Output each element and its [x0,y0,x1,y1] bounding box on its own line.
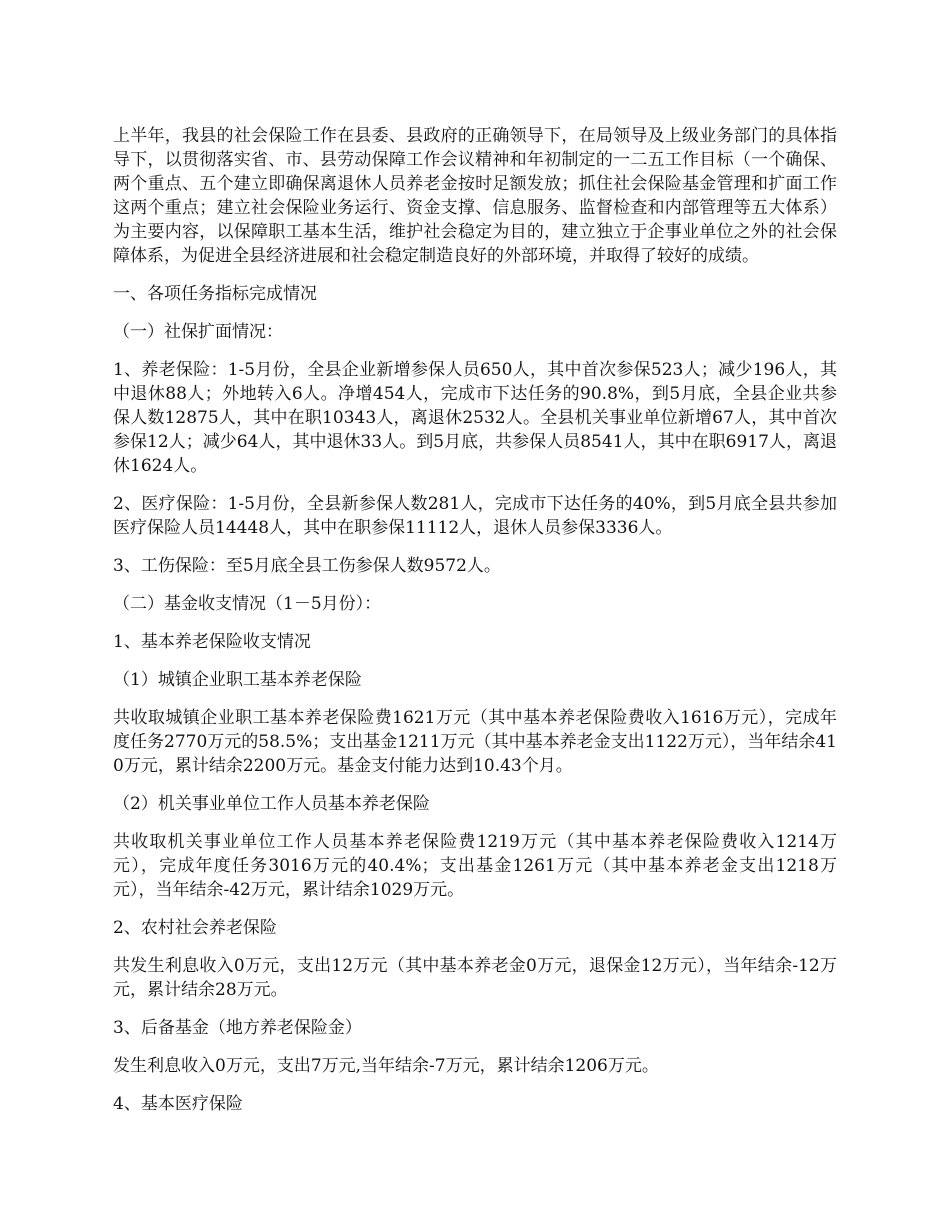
medical-insurance-paragraph: 2、医疗保险：1-5月份，全县新参保人数281人，完成市下达任务的40%，到5月底全县共参加医疗保险人员14448人，其中在职参保11112人，退休人员参保3336人。 [113,494,837,538]
heading-basic-pension: 1、基本养老保险收支情况 [113,632,311,652]
heading-institution-pension: （2）机关事业单位工作人员基本养老保险 [113,794,430,814]
intro-paragraph: 上半年，我县的社会保险工作在县委、县政府的正确领导下，在局领导及上级业务部门的具体指导下，以贯彻落实省、市、县劳动保障工作会议精神和年初制定的一二五工作目标（一个确保、两个重点、五个建立即确保离退休人员养老金按时足额发放；抓住社会保险基金管理和扩面工作这两个重点；建立社会保险业务运行、资金支撑、信息服务、监督检查和内部管理等五大体系）为主要内容，以保障职工基本生活，维护社会稳定为目的，建立独立于企事业单位之外的社会保障体系，为促进全县经济进展和社会稳定制造良好的外部环境，并取得了较好的成绩。 [113,126,837,266]
heading-basic-medical: 4、基本医疗保险 [113,1094,243,1114]
section-heading-task-completion: 一、各项任务指标完成情况 [113,284,317,304]
subsection-heading-coverage: （一）社保扩面情况： [113,322,283,342]
rural-pension-paragraph: 共发生利息收入0万元，支出12万元（其中基本养老金0万元，退保金12万元），当年结余-12万元，累计结余28万元。 [113,956,837,1000]
injury-insurance-paragraph: 3、工伤保险：至5月底全县工伤参保人数9572人。 [113,556,501,576]
reserve-fund-paragraph: 发生利息收入0万元，支出7万元,当年结余-7万元，累计结余1206万元。 [113,1056,659,1076]
subsection-heading-fund: （二）基金收支情况（1－5月份）： [113,594,382,614]
institution-pension-paragraph: 共收取机关事业单位工作人员基本养老保险费1219万元（其中基本养老保险费收入1214万元），完成年度任务3016万元的40.4%；支出基金1261万元（其中基本养老金支出1218万元），当年结余-42万元，累计结余1029万元。 [113,832,837,900]
pension-insurance-paragraph: 1、养老保险：1-5月份，全县企业新增参保人员650人，其中首次参保523人；减少196人，其中退休88人；外地转入6人。净增454人，完成市下达任务的90.8%，到5月底，全县企业共参保人数12875人，其中在职10343人，离退休2532人。全县机关事业单位新增67人，其中首次参保12人；减少64人，其中退休33人。到5月底，共参保人员8541人，其中在职6917人，离退休1624人。 [113,360,837,476]
heading-rural-pension: 2、农村社会养老保险 [113,918,277,938]
document-page [113,124,837,1130]
heading-urban-enterprise-pension: （1）城镇企业职工基本养老保险 [113,670,362,690]
urban-enterprise-pension-paragraph: 共收取城镇企业职工基本养老保险费1621万元（其中基本养老保险费收入1616万元），完成年度任务2770万元的58.5%；支出基金1211万元（其中基本养老金支出1122万元），当年结余410万元，累计结余2200万元。基金支付能力达到10.43个月。 [113,708,837,776]
heading-reserve-fund: 3、后备基金（地方养老保险金） [113,1018,362,1038]
